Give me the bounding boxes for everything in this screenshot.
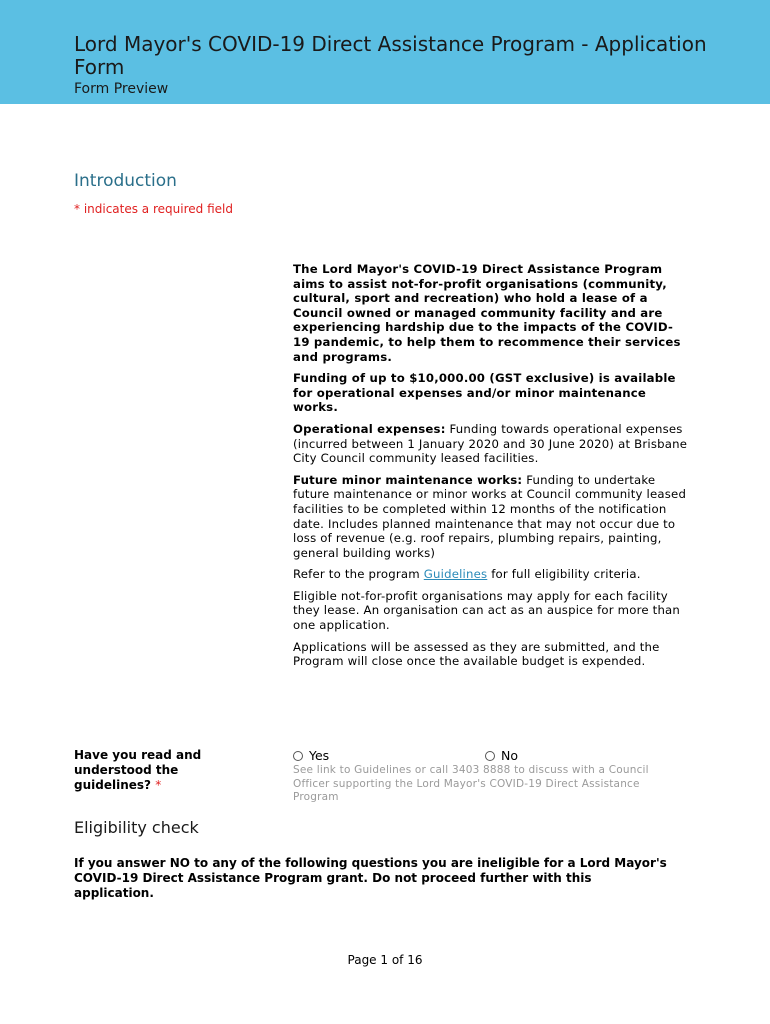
intro-paragraph-eligible: Eligible not-for-profit organisations may apply for each facility they lease. An organisation can act as an auspice for more than one application. bbox=[293, 588, 681, 633]
intro-paragraph-guidelines bbox=[293, 567, 688, 582]
section-title-introduction: Introduction bbox=[74, 171, 177, 191]
introduction-text bbox=[293, 262, 688, 676]
question-help-text: See link to Guidelines or call 3403 8888 to discuss with a Council Officer supporting the Lord Mayor's COVID-19 Direct Assistance Program bbox=[293, 764, 649, 803]
radio-yes[interactable] bbox=[293, 748, 329, 763]
radio-no-label: No bbox=[501, 748, 518, 763]
section-title-eligibility: Eligibility check bbox=[74, 818, 199, 837]
guidelines-link[interactable]: Guidelines bbox=[423, 567, 488, 582]
required-field-note: * indicates a required field bbox=[74, 202, 233, 216]
radio-circle-icon[interactable] bbox=[293, 751, 303, 761]
maintenance-label: Future minor maintenance works: bbox=[293, 472, 523, 487]
operational-label: Operational expenses: bbox=[293, 421, 446, 436]
radio-yes-label: Yes bbox=[309, 748, 330, 763]
radio-circle-icon[interactable] bbox=[485, 751, 495, 761]
required-star: * bbox=[155, 778, 162, 792]
form-subtitle: Form Preview bbox=[74, 81, 169, 97]
radio-no[interactable] bbox=[485, 748, 518, 763]
form-title: Lord Mayor's COVID-19 Direct Assistance Program - Application Form bbox=[74, 32, 707, 79]
guidelines-post: for full eligibility criteria. bbox=[487, 567, 641, 582]
operational-text: Funding towards operational expenses (incurred between 1 January 2020 and 30 June 2020) at Brisbane City Council community leased facilities. bbox=[293, 421, 688, 466]
question-text: Have you read and understood the guidelines? bbox=[74, 748, 202, 792]
intro-paragraph-maintenance bbox=[293, 473, 688, 561]
guidelines-pre: Refer to the program bbox=[293, 567, 424, 582]
intro-paragraph-1: The Lord Mayor's COVID-19 Direct Assistance Program aims to assist not-for-profit organisations (community, cultural, sport and recreation) who hold a lease of a Council owned or managed community facility and are experiencing hardship due to the impacts of the COVID-19 pandemic, to help them to recommence their services and programs. bbox=[293, 262, 681, 364]
page-header bbox=[0, 0, 770, 104]
intro-paragraph-funding: Funding of up to $10,000.00 (GST exclusive) is available for operational expenses and/or minor maintenance works. bbox=[293, 371, 676, 415]
page-number: Page 1 of 16 bbox=[347, 953, 423, 967]
eligibility-warning: If you answer NO to any of the following questions you are ineligible for a Lord Mayor's COVID-19 Direct Assistance Program grant. Do not proceed further with this application. bbox=[74, 856, 667, 900]
intro-paragraph-assessment: Applications will be assessed as they are submitted, and the Program will close once the available budget is expended. bbox=[293, 639, 660, 669]
maintenance-text: Funding to undertake future maintenance or minor works at Council community leased facilities to be completed within 12 months of the notification date. Includes planned maintenance that may not occur due to loss of revenue (e.g. roof repairs, plumbing repairs, painting, general building works) bbox=[293, 472, 687, 560]
guidelines-question-label bbox=[74, 748, 254, 793]
intro-paragraph-operational bbox=[293, 422, 688, 466]
